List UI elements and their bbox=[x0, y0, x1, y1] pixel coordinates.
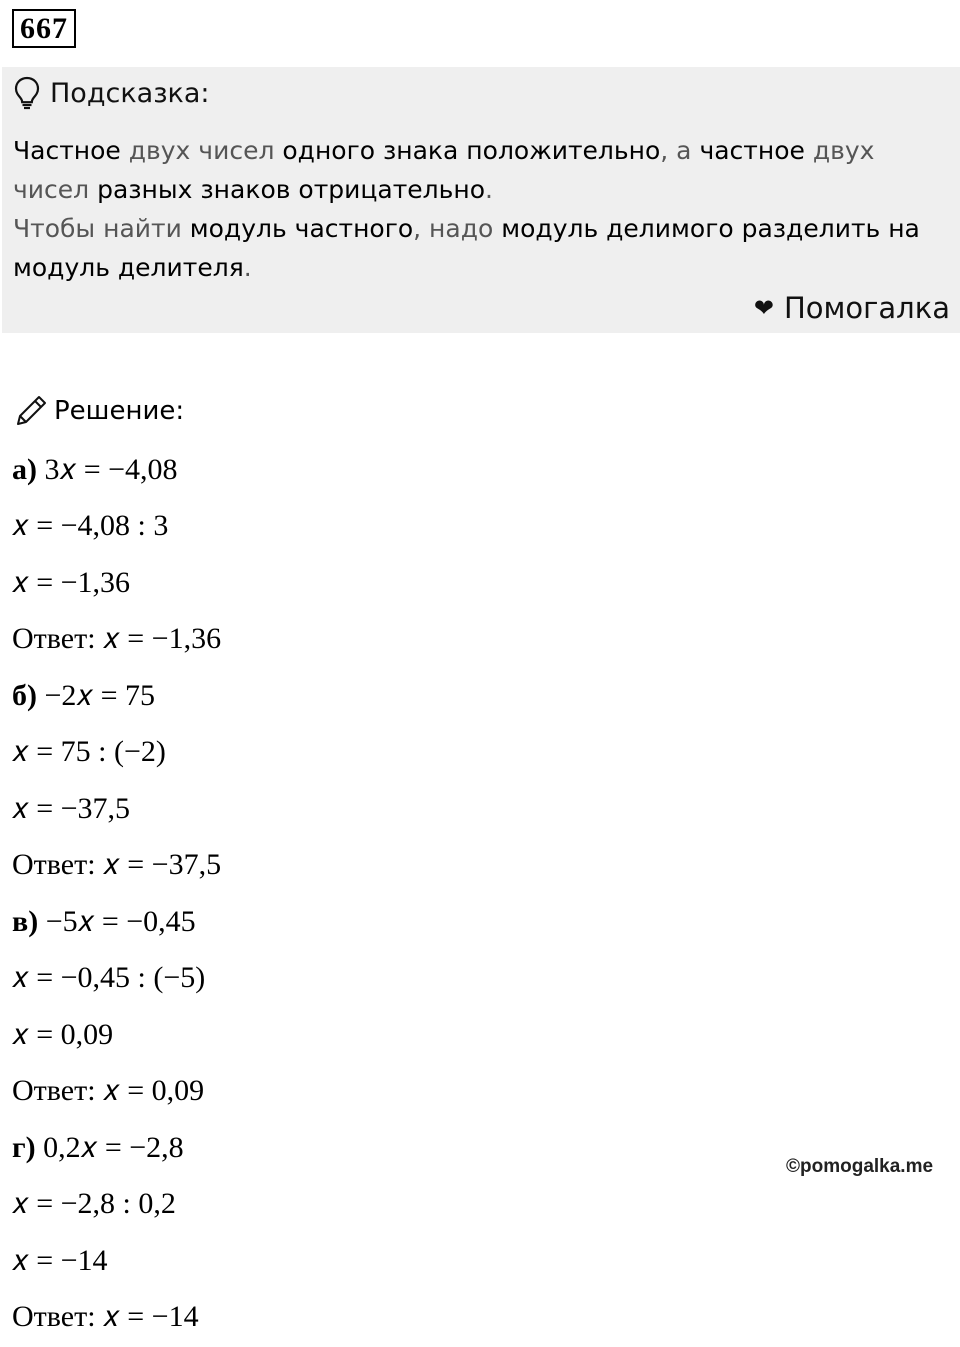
solution-header bbox=[14, 392, 184, 430]
part-b-answer: Ответ: 𝑥 = −37,5 bbox=[12, 848, 222, 881]
solution-title: Решение: bbox=[54, 396, 185, 426]
part-a-step-2: 𝑥 = −1,36 bbox=[12, 566, 131, 599]
part-c-equation: в) −5𝑥 = −0,45 bbox=[12, 905, 196, 938]
hint-paragraph-1: Частное двух чисел одного знака положительно, а частное двух чисел разных знаков отрицательно. bbox=[13, 136, 875, 204]
heart-icon: ❤ bbox=[753, 294, 774, 322]
part-c-step-2: 𝑥 = 0,09 bbox=[12, 1018, 114, 1051]
brand-signature bbox=[754, 291, 950, 325]
brand-name: Помогалка bbox=[784, 291, 950, 325]
part-d-step-2: 𝑥 = −14 bbox=[12, 1244, 108, 1277]
hint-paragraph-2: Чтобы найти модуль частного, надо модуль делимого разделить на модуль делителя. bbox=[13, 214, 920, 282]
part-c-step-1: 𝑥 = −0,45 : (−5) bbox=[12, 961, 206, 994]
part-b-step-2: 𝑥 = −37,5 bbox=[12, 792, 131, 825]
part-b-equation: б) −2𝑥 = 75 bbox=[12, 679, 156, 712]
watermark: ©pomogalka.me bbox=[786, 1156, 934, 1177]
part-b-step-1: 𝑥 = 75 : (−2) bbox=[12, 735, 166, 768]
pencil-icon bbox=[14, 391, 50, 432]
part-d-equation: г) 0,2𝑥 = −2,8 bbox=[12, 1131, 184, 1164]
hint-text bbox=[13, 131, 953, 287]
hint-box bbox=[2, 67, 960, 333]
part-a-equation: а) 3𝑥 = −4,08 bbox=[12, 453, 178, 486]
lightbulb-icon bbox=[14, 76, 40, 110]
hint-title: Подсказка: bbox=[50, 77, 210, 109]
part-a-step-1: 𝑥 = −4,08 : 3 bbox=[12, 509, 169, 542]
part-d-answer: Ответ: 𝑥 = −14 bbox=[12, 1300, 199, 1333]
hint-header bbox=[14, 75, 210, 111]
problem-number: 667 bbox=[12, 9, 76, 48]
part-a-answer: Ответ: 𝑥 = −1,36 bbox=[12, 622, 222, 655]
part-d-step-1: 𝑥 = −2,8 : 0,2 bbox=[12, 1187, 176, 1220]
part-c-answer: Ответ: 𝑥 = 0,09 bbox=[12, 1074, 205, 1107]
